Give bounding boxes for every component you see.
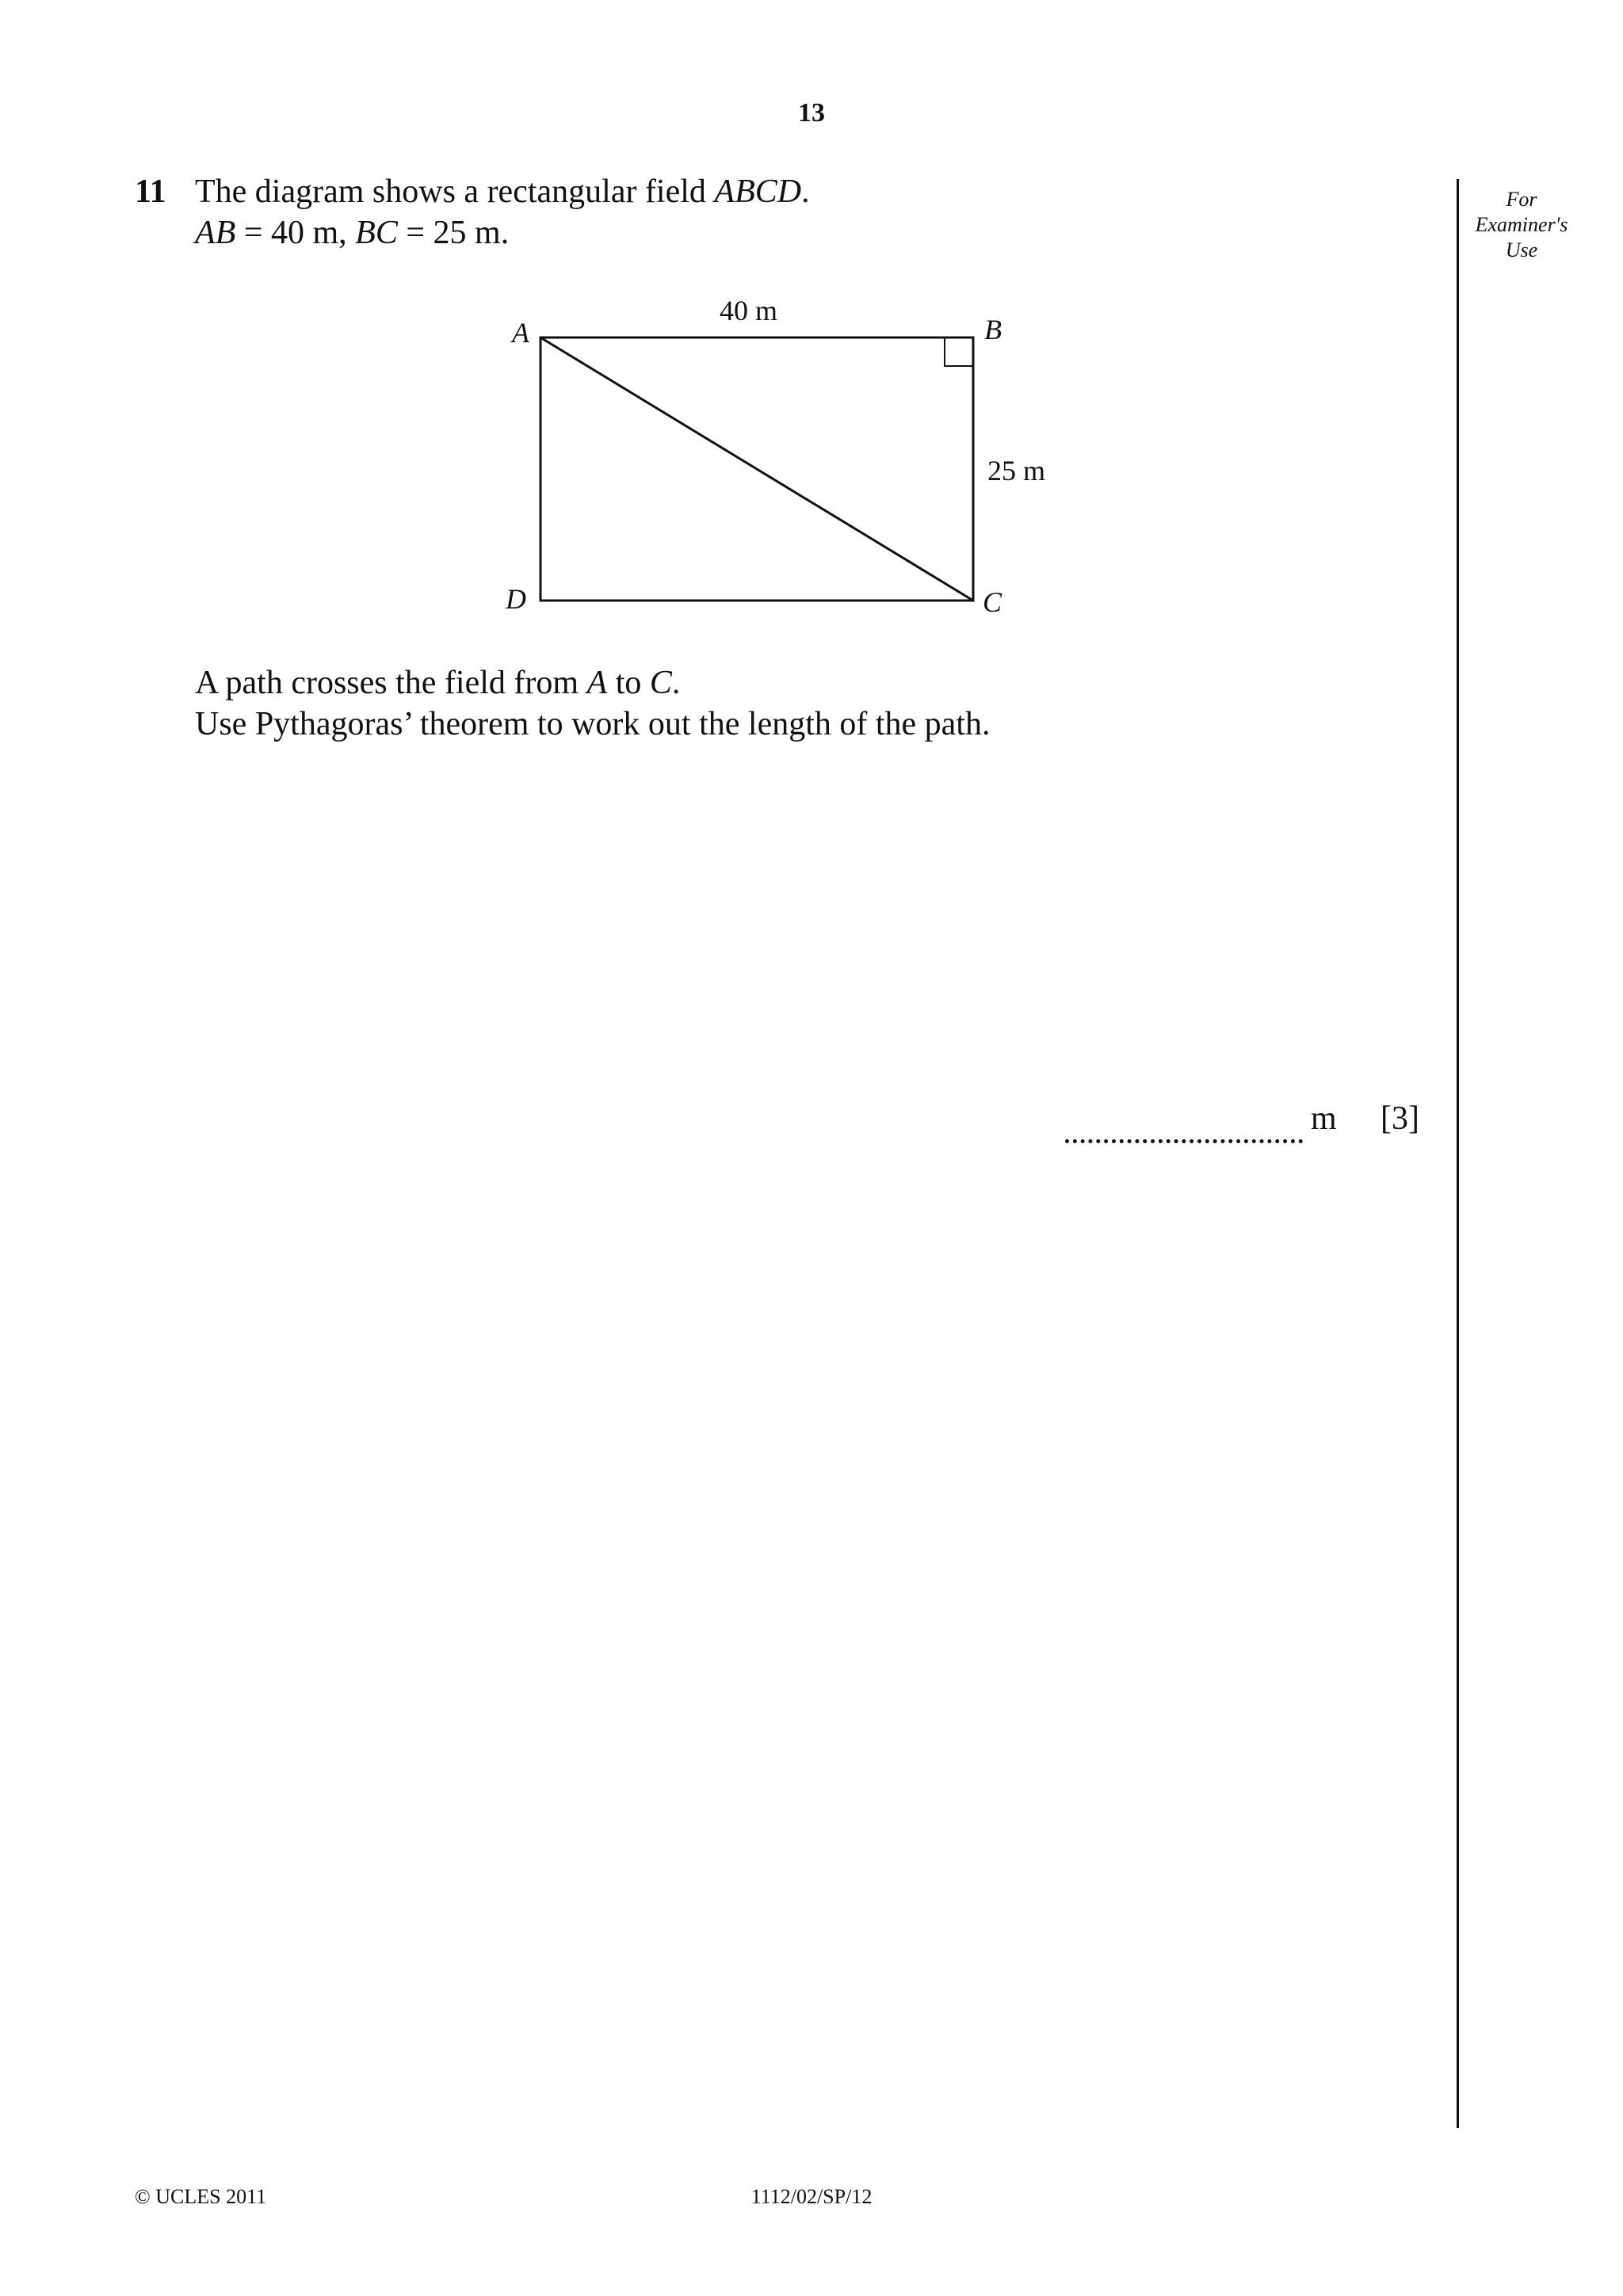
examiner-label-line-1: For [1506,188,1537,211]
side-bc-value: = 25 m. [397,215,510,251]
footer-copyright: © UCLES 2011 [135,2185,267,2208]
question-line-1 [195,171,810,212]
answer-line[interactable] [1065,1139,1303,1143]
examiner-margin-rule [1457,179,1459,2128]
side-bc-length-label: 25 m [987,455,1046,486]
side-bc-name: BC [355,215,398,251]
question-line-3-mid: to [607,665,650,701]
vertex-b-label: B [984,314,1002,345]
examiner-label-line-2: Examiner's [1475,213,1568,236]
marks-available: [3] [1381,1100,1419,1137]
answer-unit: m [1311,1100,1337,1137]
question-line-2 [195,212,509,254]
point-c-name: C [649,665,672,701]
examiner-label-line-3: Use [1505,238,1538,261]
question-number: 11 [135,174,166,210]
field-name: ABCD [714,174,802,210]
question-line-1-text: The diagram shows a rectangular field [195,174,715,210]
vertex-a-label: A [512,317,529,349]
vertex-d-label: D [506,583,526,615]
question-line-3-end: . [671,665,681,701]
page-number: 13 [798,98,825,128]
question-line-4: Use Pythagoras’ theorem to work out the length of the path. [195,706,991,742]
side-ab-name: AB [195,215,236,251]
vertex-c-label: C [983,586,1002,618]
question-line-3 [195,662,680,704]
footer-paper-code: 1112/02/SP/12 [750,2185,873,2208]
question-line-1-end: . [801,174,810,210]
examiner-use-label [1466,187,1577,263]
point-a-name: A [586,665,608,701]
right-angle-marker [945,338,973,366]
rectangle-field-diagram [475,285,1078,642]
side-ab-length-label: 40 m [720,295,778,326]
question-line-3-text: A path crosses the field from [195,665,587,701]
path-diagonal-ac [540,338,973,601]
side-ab-value: = 40 m, [235,215,356,251]
